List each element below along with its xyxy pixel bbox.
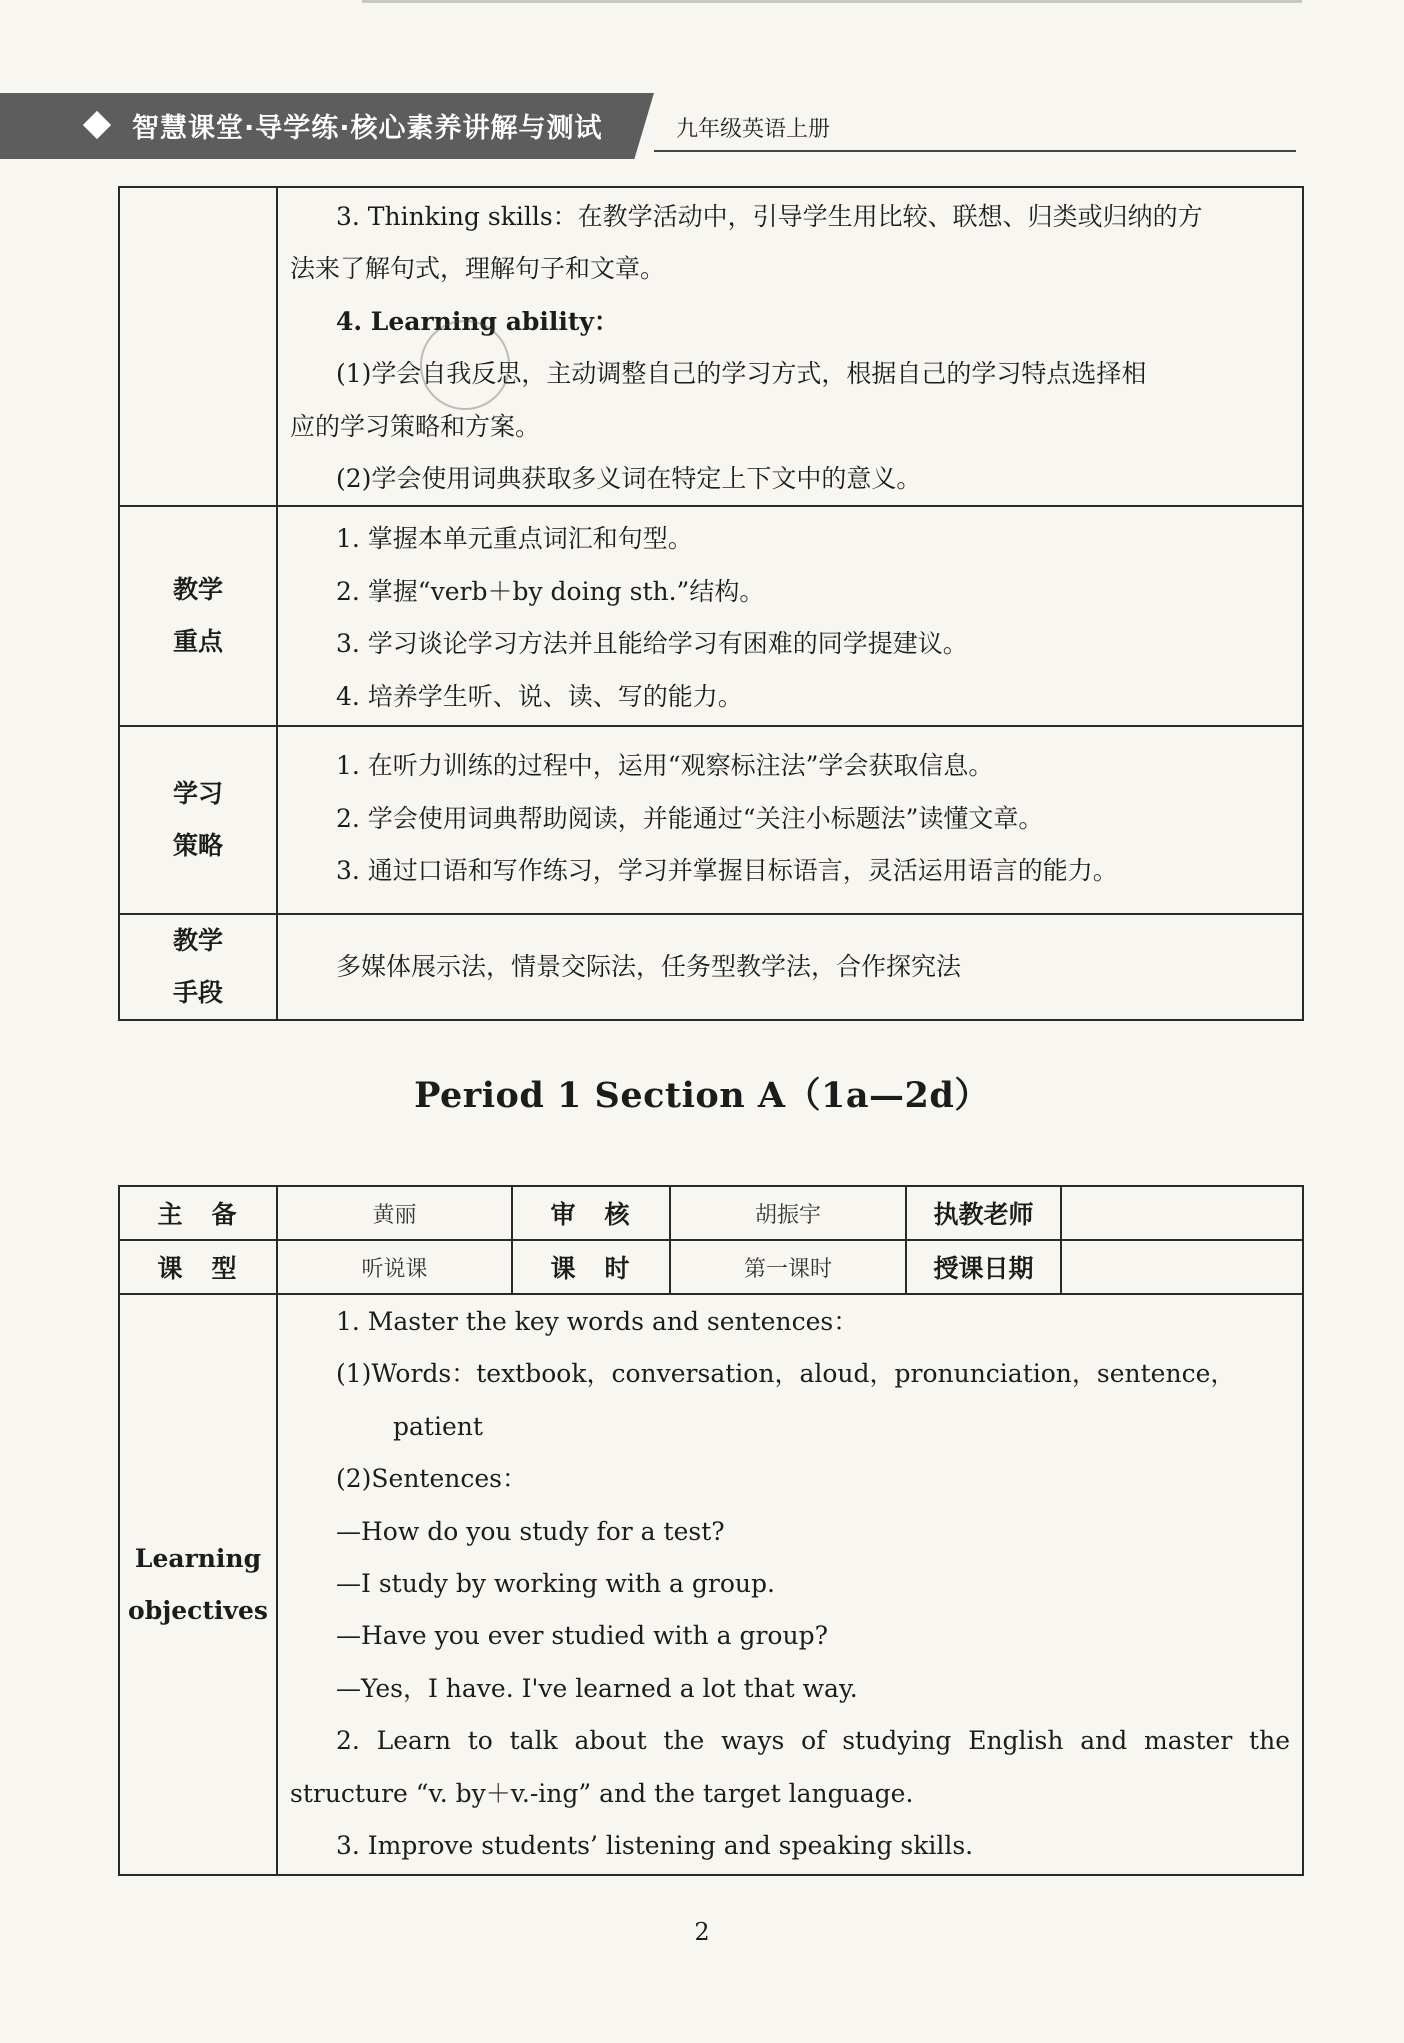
hours-label: 课 时	[512, 1240, 670, 1294]
objective-line: (1)学会自我反思，主动调整自己的学习方式，根据自己的学习特点选择相	[336, 359, 1147, 389]
type-label: 课 型	[119, 1240, 277, 1294]
strategies-label	[119, 726, 277, 914]
key-points-row	[119, 506, 1303, 726]
key-points-label	[119, 506, 277, 726]
info-row-1	[119, 1186, 1303, 1240]
key-point-item: 1. 掌握本单元重点词汇和句型。	[336, 524, 693, 554]
strategies-row	[119, 726, 1303, 914]
type-value: 听说课	[277, 1240, 512, 1294]
objective-line: (1)Words：textbook，conversation，aloud，pronunciation，sentence，	[336, 1359, 1236, 1389]
key-point-item: 3. 学习谈论学习方法并且能给学习有困难的同学提建议。	[336, 629, 968, 659]
header-rule	[654, 150, 1296, 152]
key-points-label-line: 重点	[172, 627, 223, 657]
period-title: Period 1 Section A（1a—2d）	[414, 1075, 990, 1116]
series-title: 智慧课堂·导学练·核心素养讲解与测试	[132, 113, 603, 144]
learning-ability-heading: 4. Learning ability：	[336, 306, 619, 336]
learning-objectives-table	[118, 1293, 1304, 1876]
empty-label-cell	[119, 187, 277, 506]
objective-line: —Have you ever studied with a group?	[336, 1621, 828, 1651]
objective-line: structure “v. by＋v.-ing” and the target language.	[290, 1778, 914, 1808]
objective-line: (2)学会使用词典获取多义词在特定上下文中的意义。	[336, 464, 922, 494]
key-points-label-line: 教学	[172, 575, 223, 605]
methods-cell	[277, 914, 1303, 1020]
date-label: 授课日期	[906, 1240, 1061, 1294]
objective-line: (2)Sentences：	[336, 1464, 528, 1494]
seal-stamp	[420, 320, 510, 410]
objective-line: 法来了解句式，理解句子和文章。	[290, 254, 666, 284]
objective-line: patient	[393, 1411, 483, 1441]
methods-label-line: 手段	[172, 978, 223, 1008]
info-row-2	[119, 1240, 1303, 1294]
learning-objectives-label-line: objectives	[128, 1595, 268, 1625]
key-point-item: 2. 掌握“verb＋by doing sth.”结构。	[336, 576, 765, 606]
objective-line: —Yes，I have. I've learned a lot that way.	[336, 1673, 858, 1703]
strategies-label-line: 学习	[172, 779, 223, 809]
preparer-value: 黄丽	[277, 1186, 512, 1240]
learning-objectives-label-line: Learning	[134, 1543, 262, 1573]
hours-value: 第一课时	[670, 1240, 906, 1294]
strategies-cell	[277, 726, 1303, 914]
learning-objectives-row	[119, 1294, 1303, 1875]
strategy-item: 1. 在听力训练的过程中，运用“观察标注法”学会获取信息。	[336, 751, 994, 781]
teacher-value	[1061, 1186, 1303, 1240]
objective-line: 1. Master the key words and sentences：	[336, 1307, 859, 1336]
top-rule	[362, 0, 1302, 3]
strategies-label-line: 策略	[172, 831, 223, 861]
objective-line: 3. Improve students’ listening and speaking skills.	[336, 1831, 974, 1861]
strategy-item: 3. 通过口语和写作练习，学习并掌握目标语言，灵活运用语言的能力。	[336, 856, 1118, 886]
objectives-table	[118, 186, 1304, 1021]
grade-label: 九年级英语上册	[676, 117, 831, 142]
reviewer-label: 审 核	[512, 1186, 670, 1240]
objectives-continued-row	[119, 187, 1303, 506]
methods-row	[119, 914, 1303, 1020]
learning-objectives-label	[119, 1294, 277, 1875]
preparer-label: 主 备	[119, 1186, 277, 1240]
methods-label	[119, 914, 277, 1020]
objective-line: —I study by working with a group.	[336, 1569, 775, 1599]
objective-line: —How do you study for a test?	[336, 1516, 725, 1546]
thinking-skills-line: 3. Thinking skills：在教学活动中，引导学生用比较、联想、归类或归纳的方	[336, 202, 1203, 231]
key-point-item: 4. 培养学生听、说、读、写的能力。	[336, 681, 743, 711]
lesson-info-table	[118, 1185, 1304, 1295]
teacher-label: 执教老师	[906, 1186, 1061, 1240]
key-points-cell	[277, 506, 1303, 726]
reviewer-value: 胡振宇	[670, 1186, 906, 1240]
strategy-item: 2. 学会使用词典帮助阅读，并能通过“关注小标题法”读懂文章。	[336, 803, 1044, 833]
methods-text: 多媒体展示法，情景交际法，任务型教学法，合作探究法	[336, 952, 962, 982]
date-value	[1061, 1240, 1303, 1294]
learning-objectives-cell	[277, 1294, 1303, 1875]
methods-label-line: 教学	[172, 926, 223, 956]
objective-line: 应的学习策略和方案。	[290, 411, 541, 441]
page-number: 2	[694, 1918, 710, 1946]
objective-line: 2. Learn to talk about the ways of studying English and master the	[336, 1726, 1290, 1756]
